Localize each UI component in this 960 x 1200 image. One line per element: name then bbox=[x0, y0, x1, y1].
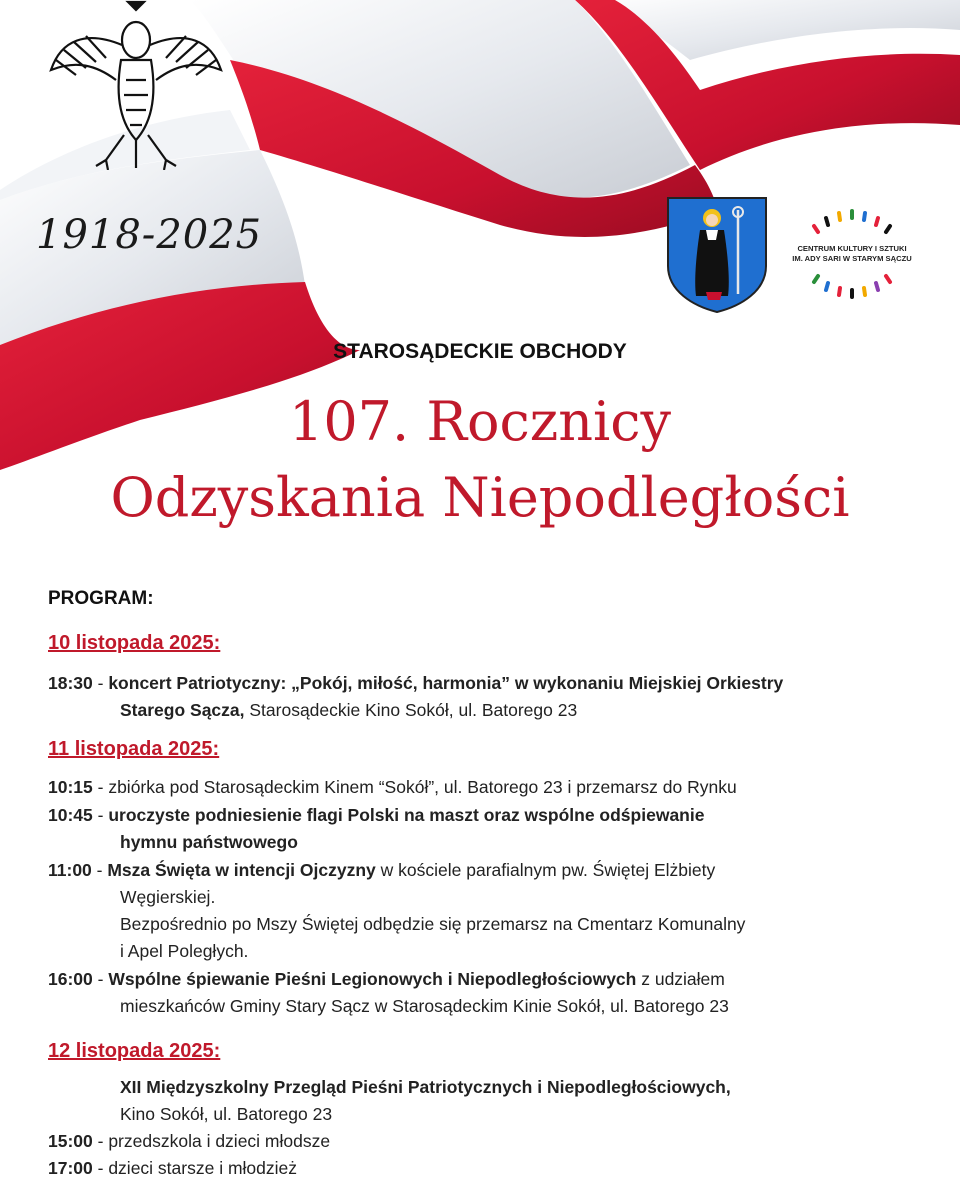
entry-rest: z udziałem bbox=[636, 969, 725, 989]
title-line2: Odzyskania Niepodległości bbox=[110, 466, 850, 529]
subtitle: STAROSĄDECKIE OBCHODY bbox=[333, 340, 627, 363]
program-entry-cont bbox=[120, 697, 920, 724]
entry-bold: uroczyste podniesienie flagi Polski na maszt oraz wspólne odśpiewanie bbox=[108, 805, 705, 825]
entry-time: 18:30 bbox=[48, 673, 93, 693]
program-entry-cont: i Apel Poległych. bbox=[120, 941, 249, 961]
entry-rest: w kościele parafialnym pw. Świętej Elżbiety bbox=[375, 860, 716, 880]
entry-bold-2: Starego Sącza, bbox=[120, 700, 245, 720]
eagle-emblem-icon bbox=[46, 0, 226, 170]
entry-rest: przedszkola i dzieci młodsze bbox=[108, 1131, 331, 1151]
program-entry-cont: Węgierskiej. bbox=[120, 887, 216, 907]
entry-time: 17:00 bbox=[48, 1158, 93, 1178]
entry-rest: dzieci starsze i młodzież bbox=[108, 1158, 297, 1178]
program-label: PROGRAM: bbox=[48, 588, 154, 609]
entry-time: 10:45 bbox=[48, 805, 93, 825]
program-entry: 16:00 - Wspólne śpiewanie Pieśni Legionowych i Niepodległościowych z udziałem bbox=[48, 969, 725, 989]
years-label: 1918-2025 bbox=[36, 212, 263, 258]
entry-time: 16:00 bbox=[48, 969, 93, 989]
program-intro-rest: Kino Sokół, ul. Batorego 23 bbox=[120, 1104, 333, 1124]
program-entry: 10:15 - zbiórka pod Starosądeckim Kinem “Sokół”, ul. Batorego 23 i przemarsz do Rynku bbox=[48, 777, 737, 797]
program-entry: 17:00 - dzieci starsze i młodzież bbox=[48, 1158, 297, 1178]
entry-bold: Msza Święta w intencji Ojczyzny bbox=[107, 860, 376, 880]
entry-bold: koncert Patriotyczny: „Pokój, miłość, harmonia” w wykonaniu Miejskiej Orkiestry bbox=[108, 673, 784, 693]
program-intro bbox=[120, 1074, 920, 1101]
entry-rest: Starosądeckie Kino Sokół, ul. Batorego 23 bbox=[244, 700, 578, 720]
program-entry: 11:00 - Msza Święta w intencji Ojczyzny w kościele parafialnym pw. Świętej Elżbiety bbox=[48, 860, 716, 880]
program-entry: 15:00 - przedszkola i dzieci młodsze bbox=[48, 1131, 331, 1151]
day-heading-1: 10 listopada 2025: bbox=[48, 632, 221, 654]
culture-centre-logo bbox=[784, 206, 920, 302]
program-entry: 10:45 - uroczyste podniesienie flagi Polski na maszt oraz wspólne odśpiewanie bbox=[48, 805, 705, 825]
entry-time: 11:00 bbox=[48, 860, 92, 880]
org-name-line2: IM. ADY SARI W STARYM SĄCZU bbox=[792, 254, 912, 263]
day-heading-3: 12 listopada 2025: bbox=[48, 1040, 221, 1062]
entry-rest: zbiórka pod Starosądeckim Kinem “Sokół”, ul. Batorego 23 i przemarsz do Rynku bbox=[108, 777, 737, 797]
day-heading-2: 11 listopada 2025: bbox=[48, 738, 220, 760]
entry-time: 10:15 bbox=[48, 777, 93, 797]
entry-bold-2: hymnu państwowego bbox=[120, 832, 298, 852]
program-entry-cont: mieszkańców Gminy Stary Sącz w Starosądeckim Kinie Sokół, ul. Batorego 23 bbox=[120, 996, 729, 1016]
entry-time: 15:00 bbox=[48, 1131, 93, 1151]
program-entry-cont: Bezpośrednio po Mszy Świętej odbędzie się przemarsz na Cmentarz Komunalny bbox=[120, 914, 746, 934]
title-line1: 107. Rocznicy bbox=[288, 390, 672, 453]
program-entry: 18:30 - koncert Patriotyczny: „Pokój, miłość, harmonia” w wykonaniu Miejskiej Orkiestry bbox=[48, 673, 784, 693]
town-crest-icon bbox=[666, 196, 768, 314]
entry-bold: Wspólne śpiewanie Pieśni Legionowych i Niepodległościowych bbox=[108, 969, 637, 989]
program-entry-cont bbox=[120, 829, 920, 856]
intro-bold: XII Międzyszkolny Przegląd Pieśni Patriotycznych i Niepodległościowych, bbox=[120, 1077, 731, 1097]
org-name-line1: CENTRUM KULTURY I SZTUKI bbox=[797, 244, 907, 253]
